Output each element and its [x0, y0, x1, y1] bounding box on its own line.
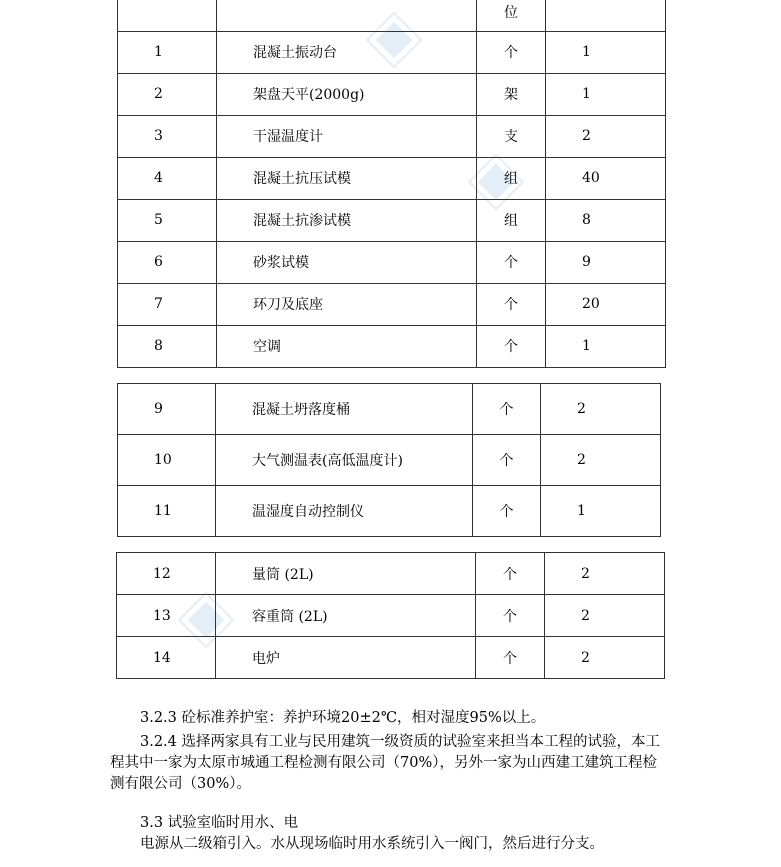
item-name: 电炉: [216, 637, 476, 679]
item-name: 空调: [217, 325, 477, 367]
row-number: 9: [118, 384, 216, 435]
row-number: 12: [117, 553, 216, 595]
item-quantity: 1: [546, 31, 666, 73]
header-cell-no: [118, 0, 217, 31]
item-unit: 个: [473, 384, 541, 435]
row-number: 7: [118, 283, 217, 325]
equipment-table-2: [117, 383, 661, 537]
item-quantity: 2: [546, 115, 666, 157]
item-name: 架盘天平(2000g): [217, 73, 477, 115]
table-row: [118, 31, 666, 73]
row-number: 6: [118, 241, 217, 283]
item-name: 混凝土坍落度桶: [216, 384, 473, 435]
table-row: [118, 325, 666, 367]
table-row: [118, 435, 661, 486]
item-unit: 组: [477, 157, 546, 199]
equipment-table-3: [116, 552, 665, 679]
item-name: 混凝土抗渗试模: [217, 199, 477, 241]
item-name: 量筒 (2L): [216, 553, 476, 595]
row-number: 8: [118, 325, 217, 367]
item-unit: 个: [476, 637, 545, 679]
header-cell-name: [217, 0, 477, 31]
item-quantity: 2: [545, 553, 665, 595]
item-quantity: 2: [545, 595, 665, 637]
table-row: [118, 283, 666, 325]
row-number: 4: [118, 157, 217, 199]
table-row: [118, 486, 661, 537]
item-unit: 个: [473, 486, 541, 537]
table-row: [118, 199, 666, 241]
header-cell-qty: [546, 0, 666, 31]
table-row: [117, 637, 665, 679]
item-unit: 个: [476, 595, 545, 637]
row-number: 1: [118, 31, 217, 73]
header-cell-unit: 位: [477, 0, 546, 31]
item-unit: 个: [477, 31, 546, 73]
item-quantity: 20: [546, 283, 666, 325]
table-row: [118, 73, 666, 115]
paragraph-lab-selection: 3.2.4 选择两家具有工业与民用建筑一级资质的试验室来担当本工程的试验，本工程其中一家为太原市城通工程检测有限公司（70%），另外一家为山西建工建筑工程检测有限公司（30%）。: [110, 734, 661, 792]
item-unit: 组: [477, 199, 546, 241]
item-quantity: 8: [546, 199, 666, 241]
table-row: [117, 553, 665, 595]
item-unit: 支: [477, 115, 546, 157]
item-quantity: 2: [541, 384, 661, 435]
row-number: 14: [117, 637, 216, 679]
row-number: 3: [118, 115, 217, 157]
section-heading-water-power: 3.3 试验室临时用水、电: [140, 815, 299, 831]
item-unit: 个: [473, 435, 541, 486]
table-header-row: [118, 0, 666, 31]
table-row: [118, 384, 661, 435]
item-unit: 个: [477, 241, 546, 283]
item-quantity: 1: [546, 325, 666, 367]
row-number: 10: [118, 435, 216, 486]
item-name: 砂浆试模: [217, 241, 477, 283]
row-number: 11: [118, 486, 216, 537]
item-name: 容重筒 (2L): [216, 595, 476, 637]
row-number: 13: [117, 595, 216, 637]
item-name: 混凝土振动台: [217, 31, 477, 73]
table-row: [117, 595, 665, 637]
paragraph-water-power: 电源从二级箱引入。水从现场临时用水系统引入一阀门，然后进行分支。: [140, 836, 604, 852]
table-row: [118, 241, 666, 283]
table-row: [118, 157, 666, 199]
item-unit: 个: [477, 325, 546, 367]
item-name: 干湿温度计: [217, 115, 477, 157]
item-quantity: 40: [546, 157, 666, 199]
item-quantity: 1: [546, 73, 666, 115]
item-unit: 个: [477, 283, 546, 325]
item-name: 温湿度自动控制仪: [216, 486, 473, 537]
row-number: 5: [118, 199, 217, 241]
item-quantity: 2: [545, 637, 665, 679]
equipment-table-1: [117, 0, 666, 368]
item-quantity: 9: [546, 241, 666, 283]
item-unit: 个: [476, 553, 545, 595]
item-quantity: 1: [541, 486, 661, 537]
table-row: [118, 115, 666, 157]
item-unit: 架: [477, 73, 546, 115]
paragraph-curing-room: 3.2.3 砼标准养护室：养护环境20±2℃，相对湿度95%以上。: [140, 710, 546, 726]
item-quantity: 2: [541, 435, 661, 486]
row-number: 2: [118, 73, 217, 115]
item-name: 环刀及底座: [217, 283, 477, 325]
item-name: 混凝土抗压试模: [217, 157, 477, 199]
item-name: 大气测温表(高低温度计): [216, 435, 473, 486]
